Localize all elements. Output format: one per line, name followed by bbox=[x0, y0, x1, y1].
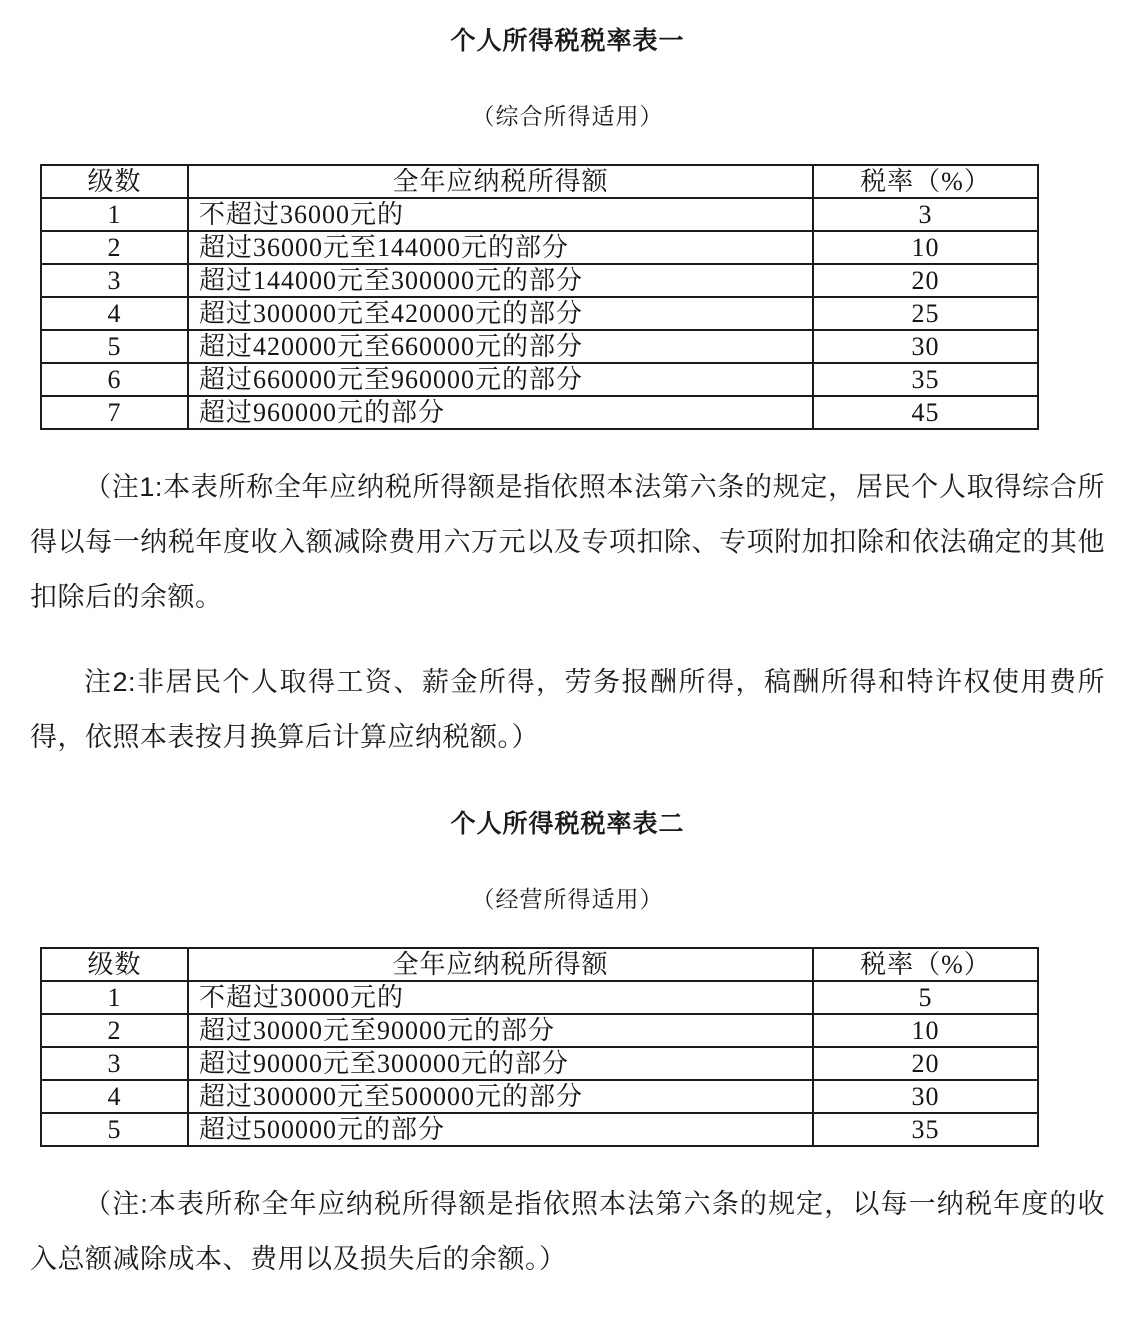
cell-level: 1 bbox=[41, 981, 188, 1014]
table-row bbox=[41, 396, 1038, 429]
cell-level: 5 bbox=[41, 330, 188, 363]
cell-bracket: 超过420000元至660000元的部分 bbox=[188, 330, 813, 363]
cell-level: 7 bbox=[41, 396, 188, 429]
cell-level: 3 bbox=[41, 1047, 188, 1080]
cell-level: 4 bbox=[41, 297, 188, 330]
header-rate: 税率（%） bbox=[813, 948, 1038, 981]
table-row bbox=[41, 1080, 1038, 1113]
table2-note: （注:本表所称全年应纳税所得额是指依照本法第六条的规定，以每一纳税年度的收入总额减除成本、费用以及损失后的余额。） bbox=[30, 1189, 1105, 1274]
table-header-row bbox=[41, 948, 1038, 981]
cell-level: 4 bbox=[41, 1080, 188, 1113]
table-row bbox=[41, 264, 1038, 297]
cell-bracket: 超过660000元至960000元的部分 bbox=[188, 363, 813, 396]
table-row bbox=[41, 1014, 1038, 1047]
table-row bbox=[41, 981, 1038, 1014]
cell-level: 2 bbox=[41, 1014, 188, 1047]
table2-body bbox=[41, 981, 1038, 1146]
cell-rate: 3 bbox=[813, 198, 1038, 231]
table2-header bbox=[41, 948, 1038, 981]
table-row bbox=[41, 330, 1038, 363]
cell-bracket: 超过960000元的部分 bbox=[188, 396, 813, 429]
table1-title: 个人所得税税率表一 bbox=[450, 27, 685, 55]
header-level: 级数 bbox=[41, 165, 188, 198]
cell-bracket: 不超过36000元的 bbox=[188, 198, 813, 231]
tax-rate-table-2-section bbox=[30, 809, 1105, 1287]
table-row bbox=[41, 297, 1038, 330]
table2-subtitle: （经营所得适用） bbox=[471, 886, 664, 912]
table1-note-1: （注1:本表所称全年应纳税所得额是指依照本法第六条的规定，居民个人取得综合所得以每一纳税年度收入额减除费用六万元以及专项扣除、专项附加扣除和依法确定的其他扣除后的余额。 bbox=[30, 472, 1105, 612]
tax-rate-table-1 bbox=[40, 164, 1039, 430]
table-row bbox=[41, 1047, 1038, 1080]
cell-rate: 30 bbox=[813, 1080, 1038, 1113]
tax-rate-table-2 bbox=[40, 947, 1039, 1147]
table1-header bbox=[41, 165, 1038, 198]
table1-note-2: 注2:非居民个人取得工资、薪金所得，劳务报酬所得，稿酬所得和特许权使用费所得，依照本表按月换算后计算应纳税额。） bbox=[30, 667, 1105, 752]
table-row bbox=[41, 363, 1038, 396]
cell-rate: 35 bbox=[813, 363, 1038, 396]
cell-rate: 35 bbox=[813, 1113, 1038, 1146]
cell-level: 3 bbox=[41, 264, 188, 297]
header-level: 级数 bbox=[41, 948, 188, 981]
cell-rate: 20 bbox=[813, 1047, 1038, 1080]
header-rate: 税率（%） bbox=[813, 165, 1038, 198]
cell-rate: 10 bbox=[813, 1014, 1038, 1047]
header-bracket: 全年应纳税所得额 bbox=[188, 165, 813, 198]
table2-title: 个人所得税税率表二 bbox=[450, 810, 685, 838]
cell-bracket: 超过36000元至144000元的部分 bbox=[188, 231, 813, 264]
table-header-row bbox=[41, 165, 1038, 198]
cell-rate: 5 bbox=[813, 981, 1038, 1014]
cell-rate: 25 bbox=[813, 297, 1038, 330]
cell-level: 5 bbox=[41, 1113, 188, 1146]
cell-bracket: 超过144000元至300000元的部分 bbox=[188, 264, 813, 297]
cell-bracket: 超过300000元至500000元的部分 bbox=[188, 1080, 813, 1113]
table1-body bbox=[41, 198, 1038, 429]
cell-bracket: 不超过30000元的 bbox=[188, 981, 813, 1014]
cell-level: 6 bbox=[41, 363, 188, 396]
cell-bracket: 超过30000元至90000元的部分 bbox=[188, 1014, 813, 1047]
header-bracket: 全年应纳税所得额 bbox=[188, 948, 813, 981]
cell-level: 2 bbox=[41, 231, 188, 264]
table-row bbox=[41, 198, 1038, 231]
cell-bracket: 超过300000元至420000元的部分 bbox=[188, 297, 813, 330]
table1-subtitle: （综合所得适用） bbox=[471, 103, 664, 129]
cell-rate: 30 bbox=[813, 330, 1038, 363]
table-row bbox=[41, 1113, 1038, 1146]
cell-bracket: 超过500000元的部分 bbox=[188, 1113, 813, 1146]
table-row bbox=[41, 231, 1038, 264]
cell-rate: 45 bbox=[813, 396, 1038, 429]
cell-rate: 10 bbox=[813, 231, 1038, 264]
cell-rate: 20 bbox=[813, 264, 1038, 297]
cell-level: 1 bbox=[41, 198, 188, 231]
cell-bracket: 超过90000元至300000元的部分 bbox=[188, 1047, 813, 1080]
tax-rate-table-1-section bbox=[30, 26, 1105, 765]
